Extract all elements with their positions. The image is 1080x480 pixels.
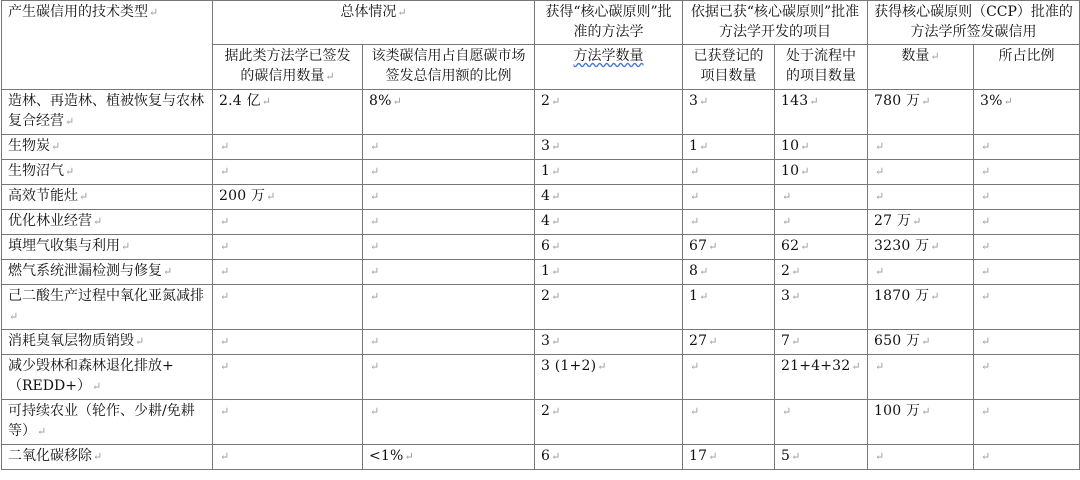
paragraph-mark: ↵ [782, 190, 792, 203]
cell-text: 造林、再造林、植被恢复与农林复合经营 [8, 93, 204, 129]
paragraph-mark: ↵ [981, 335, 991, 348]
cell-ccp-share [974, 185, 1080, 210]
cell-text: 燃气系统泄漏检测与修复 [8, 263, 162, 279]
cell-pipeline-projects [775, 210, 868, 235]
table-row [2, 285, 1080, 330]
header-overview: 总体情况↵ [213, 1, 535, 45]
paragraph-mark: ↵ [699, 95, 709, 108]
table-row [2, 135, 1080, 160]
cell-market-share [363, 260, 535, 285]
cell-text: 二氧化碳移除 [8, 448, 92, 464]
cell-ccp-share [974, 285, 1080, 330]
cell-method-count [535, 210, 683, 235]
paragraph-mark: ↵ [261, 95, 272, 108]
paragraph-mark: ↵ [782, 405, 792, 418]
header-market-share: 该类碳信用占自愿碳市场签发总信用额的比例 [363, 45, 535, 90]
cell-ccp-count [868, 235, 974, 260]
paragraph-mark: ↵ [690, 360, 700, 373]
cell-issued-count [213, 235, 363, 260]
cell-ccp-count [868, 330, 974, 355]
paragraph-mark: ↵ [266, 190, 276, 203]
paragraph-mark: ↵ [37, 425, 47, 438]
paragraph-mark: ↵ [370, 405, 380, 418]
cell-issued-count [213, 185, 363, 210]
cell-text: 143 [781, 93, 809, 109]
cell-market-share [363, 235, 535, 260]
cell-registered-projects [683, 160, 775, 185]
cell-market-share [363, 400, 535, 445]
cell-text: 1 [689, 138, 699, 154]
cell-ccp-share [974, 160, 1080, 185]
header-registered-projects: 已获登记的项目数量 [683, 45, 775, 90]
cell-pipeline-projects [775, 330, 868, 355]
cell-text: 5 [781, 448, 791, 464]
cell-market-share [363, 285, 535, 330]
cell-market-share [363, 160, 535, 185]
cell-registered-projects [683, 330, 775, 355]
cell-tech-type [2, 235, 213, 260]
paragraph-mark: ↵ [875, 190, 885, 203]
cell-text: 6 [541, 238, 551, 254]
paragraph-mark: ↵ [551, 265, 561, 278]
cell-tech-type [2, 400, 213, 445]
cell-ccp-count [868, 445, 974, 470]
carbon-credit-table [1, 0, 1080, 470]
cell-text: 67 [689, 238, 708, 254]
paragraph-mark: ↵ [121, 240, 131, 253]
paragraph-mark: ↵ [981, 215, 991, 228]
header-projects: 依据已获“核心碳原则”批准方法学开发的项目 [683, 1, 868, 45]
cell-issued-count [213, 260, 363, 285]
cell-text: 优化林业经营 [8, 213, 92, 229]
cell-ccp-count [868, 160, 974, 185]
paragraph-mark: ↵ [220, 215, 230, 228]
paragraph-mark: ↵ [551, 335, 561, 348]
cell-issued-count [213, 90, 363, 135]
cell-text: 10 [781, 163, 800, 179]
cell-pipeline-projects [775, 160, 868, 185]
cell-registered-projects [683, 135, 775, 160]
cell-pipeline-projects [775, 285, 868, 330]
paragraph-mark: ↵ [220, 265, 230, 278]
cell-tech-type [2, 330, 213, 355]
cell-ccp-count [868, 185, 974, 210]
cell-text: 2 [541, 288, 551, 304]
table-row [2, 235, 1080, 260]
cell-issued-count [213, 160, 363, 185]
cell-text: 17 [689, 448, 708, 464]
cell-text: 27 [689, 333, 708, 349]
cell-registered-projects [683, 285, 775, 330]
cell-text: 1 [541, 163, 551, 179]
cell-pipeline-projects [775, 260, 868, 285]
paragraph-mark: ↵ [981, 405, 991, 418]
paragraph-mark: ↵ [135, 335, 145, 348]
cell-market-share [363, 330, 535, 355]
cell-text: 生物沼气 [8, 163, 64, 179]
cell-text: 21+4+32 [781, 358, 851, 374]
paragraph-mark: ↵ [875, 140, 885, 153]
header-issued-count: 据此类方法学已签发的碳信用数量↵ [213, 45, 363, 90]
cell-text: 2 [541, 403, 551, 419]
paragraph-mark: ↵ [690, 405, 700, 418]
cell-ccp-share [974, 260, 1080, 285]
cell-market-share [363, 210, 535, 235]
cell-method-count [535, 135, 683, 160]
cell-registered-projects [683, 260, 775, 285]
paragraph-mark: ↵ [551, 290, 561, 303]
header-method-count: 方法学数量 [535, 45, 683, 90]
cell-text: 8% [369, 93, 392, 109]
cell-issued-count [213, 330, 363, 355]
paragraph-mark: ↵ [690, 165, 700, 178]
paragraph-mark: ↵ [981, 290, 991, 303]
table-row [2, 160, 1080, 185]
paragraph-mark: ↵ [597, 360, 607, 373]
header-row-top [2, 1, 1080, 45]
cell-market-share [363, 90, 535, 135]
cell-tech-type [2, 445, 213, 470]
cell-text: 650 万 [874, 333, 921, 349]
cell-ccp-share [974, 400, 1080, 445]
paragraph-mark: ↵ [79, 190, 89, 203]
cell-method-count [535, 260, 683, 285]
cell-registered-projects [683, 185, 775, 210]
cell-text: 3230 万 [874, 238, 930, 254]
header-ccp-share: 所占比例 [974, 45, 1080, 90]
cell-registered-projects [683, 355, 775, 400]
cell-issued-count [213, 445, 363, 470]
cell-issued-count [213, 355, 363, 400]
paragraph-mark: ↵ [981, 140, 991, 153]
cell-ccp-share [974, 330, 1080, 355]
cell-text: 4 [541, 213, 551, 229]
header-ccp-count: 数量↵ [868, 45, 974, 90]
paragraph-mark: ↵ [800, 140, 810, 153]
paragraph-mark: ↵ [91, 380, 102, 393]
paragraph-mark: ↵ [699, 265, 709, 278]
cell-ccp-share [974, 235, 1080, 260]
paragraph-mark: ↵ [551, 405, 561, 418]
table-row [2, 355, 1080, 400]
paragraph-mark: ↵ [791, 335, 801, 348]
cell-pipeline-projects [775, 90, 868, 135]
cell-tech-type [2, 185, 213, 210]
cell-method-count [535, 445, 683, 470]
paragraph-mark: ↵ [791, 290, 801, 303]
cell-tech-type [2, 260, 213, 285]
paragraph-mark: ↵ [690, 215, 700, 228]
cell-method-count [535, 355, 683, 400]
paragraph-mark: ↵ [930, 240, 940, 253]
table-body [2, 90, 1080, 470]
cell-method-count [535, 285, 683, 330]
paragraph-mark: ↵ [370, 215, 380, 228]
paragraph-mark: ↵ [699, 140, 709, 153]
cell-market-share [363, 185, 535, 210]
paragraph-mark: ↵ [981, 240, 991, 253]
cell-text: <1% [369, 448, 404, 464]
paragraph-mark: ↵ [370, 290, 380, 303]
paragraph-mark: ↵ [851, 360, 861, 373]
paragraph-mark: ↵ [981, 165, 991, 178]
cell-text: 7 [781, 333, 791, 349]
paragraph-mark: ↵ [220, 140, 230, 153]
cell-text: 己二酸生产过程中氧化亚氮减排 [8, 288, 204, 304]
paragraph-mark: ↵ [708, 450, 718, 463]
cell-ccp-share [974, 210, 1080, 235]
cell-pipeline-projects [775, 355, 868, 400]
paragraph-mark: ↵ [93, 450, 103, 463]
paragraph-mark: ↵ [981, 265, 991, 278]
cell-ccp-share [974, 135, 1080, 160]
paragraph-mark: ↵ [930, 290, 940, 303]
paragraph-mark: ↵ [690, 190, 700, 203]
cell-text: 消耗臭氧层物质销毁 [8, 333, 134, 349]
cell-text: 2.4 亿 [219, 93, 261, 109]
cell-ccp-count [868, 135, 974, 160]
table-row [2, 330, 1080, 355]
cell-text: 3% [980, 93, 1003, 109]
paragraph-mark: ↵ [809, 95, 819, 108]
cell-text: 1 [689, 288, 699, 304]
cell-issued-count [213, 285, 363, 330]
table-row [2, 90, 1080, 135]
cell-market-share [363, 445, 535, 470]
paragraph-mark: ↵ [404, 450, 414, 463]
cell-tech-type [2, 355, 213, 400]
cell-pipeline-projects [775, 185, 868, 210]
cell-text: 高效节能灶 [8, 188, 78, 204]
cell-text: 2 [781, 263, 791, 279]
cell-method-count [535, 90, 683, 135]
paragraph-mark: ↵ [370, 335, 380, 348]
paragraph-mark: ↵ [921, 335, 931, 348]
cell-ccp-count [868, 400, 974, 445]
cell-registered-projects [683, 445, 775, 470]
paragraph-mark: ↵ [220, 360, 230, 373]
paragraph-mark: ↵ [708, 240, 718, 253]
cell-text: 27 万 [874, 213, 912, 229]
paragraph-mark: ↵ [551, 95, 561, 108]
paragraph-mark: ↵ [875, 450, 885, 463]
cell-issued-count [213, 400, 363, 445]
cell-pipeline-projects [775, 445, 868, 470]
cell-method-count [535, 400, 683, 445]
paragraph-mark: ↵ [912, 215, 922, 228]
cell-text: 3 [689, 93, 699, 109]
paragraph-mark: ↵ [370, 140, 380, 153]
cell-registered-projects [683, 400, 775, 445]
cell-method-count [535, 330, 683, 355]
header-pipeline-projects: 处于流程中的项目数量 [775, 45, 868, 90]
cell-text: 2 [541, 93, 551, 109]
paragraph-mark: ↵ [981, 360, 991, 373]
cell-registered-projects [683, 210, 775, 235]
paragraph-mark: ↵ [875, 165, 885, 178]
paragraph-mark: ↵ [220, 240, 230, 253]
cell-text: 1870 万 [874, 288, 930, 304]
cell-method-count [535, 160, 683, 185]
paragraph-mark: ↵ [65, 115, 75, 128]
cell-text: 减少毁林和森林退化排放+（REDD+） [8, 358, 174, 394]
paragraph-mark: ↵ [782, 215, 792, 228]
cell-tech-type [2, 285, 213, 330]
paragraph-mark: ↵ [370, 240, 380, 253]
paragraph-mark: ↵ [551, 140, 561, 153]
header-tech-type: 产生碳信用的技术类型↵ [2, 1, 213, 90]
cell-text: 8 [689, 263, 699, 279]
paragraph-mark: ↵ [551, 450, 561, 463]
cell-market-share [363, 355, 535, 400]
paragraph-mark: ↵ [875, 265, 885, 278]
cell-text: 62 [781, 238, 800, 254]
paragraph-mark: ↵ [220, 165, 230, 178]
cell-ccp-count [868, 90, 974, 135]
cell-tech-type [2, 160, 213, 185]
paragraph-mark: ↵ [220, 335, 230, 348]
cell-text: 3 (1+2) [541, 358, 597, 374]
paragraph-mark: ↵ [9, 310, 19, 323]
cell-ccp-share [974, 355, 1080, 400]
cell-text: 填埋气收集与利用 [8, 238, 120, 254]
paragraph-mark: ↵ [65, 165, 75, 178]
paragraph-mark: ↵ [370, 190, 380, 203]
cell-ccp-share [974, 90, 1080, 135]
cell-text: 10 [781, 138, 800, 154]
header-ccp-methods: 获得“核心碳原则”批准的方法学 [535, 1, 683, 45]
cell-pipeline-projects [775, 135, 868, 160]
cell-issued-count [213, 135, 363, 160]
cell-text: 可持续农业（轮作、少耕/免耕等） [8, 403, 195, 439]
cell-pipeline-projects [775, 400, 868, 445]
table-row [2, 210, 1080, 235]
cell-text: 3 [541, 333, 551, 349]
paragraph-mark: ↵ [551, 190, 561, 203]
paragraph-mark: ↵ [1003, 95, 1014, 108]
paragraph-mark: ↵ [370, 360, 380, 373]
cell-text: 200 万 [219, 188, 266, 204]
paragraph-mark: ↵ [708, 335, 718, 348]
table-row [2, 260, 1080, 285]
cell-tech-type [2, 90, 213, 135]
table-row [2, 445, 1080, 470]
cell-pipeline-projects [775, 235, 868, 260]
cell-market-share [363, 135, 535, 160]
cell-text: 100 万 [874, 403, 921, 419]
paragraph-mark: ↵ [791, 265, 801, 278]
paragraph-mark: ↵ [699, 290, 709, 303]
paragraph-mark: ↵ [981, 450, 991, 463]
cell-registered-projects [683, 235, 775, 260]
cell-ccp-count [868, 260, 974, 285]
cell-text: 6 [541, 448, 551, 464]
cell-ccp-count [868, 285, 974, 330]
cell-registered-projects [683, 90, 775, 135]
cell-text: 4 [541, 188, 551, 204]
header-ccp-credits: 获得核心碳原则（CCP）批准的方法学所签发碳信用 [868, 1, 1080, 45]
paragraph-mark: ↵ [370, 265, 380, 278]
cell-text: 生物炭 [8, 138, 50, 154]
paragraph-mark: ↵ [163, 265, 173, 278]
paragraph-mark: ↵ [93, 215, 103, 228]
paragraph-mark: ↵ [875, 360, 885, 373]
cell-ccp-share [974, 445, 1080, 470]
cell-tech-type [2, 135, 213, 160]
paragraph-mark: ↵ [220, 405, 230, 418]
cell-method-count [535, 185, 683, 210]
paragraph-mark: ↵ [551, 165, 561, 178]
paragraph-mark: ↵ [370, 165, 380, 178]
cell-text: 3 [541, 138, 551, 154]
cell-text: 1 [541, 263, 551, 279]
paragraph-mark: ↵ [220, 450, 230, 463]
cell-issued-count [213, 210, 363, 235]
table-row [2, 400, 1080, 445]
paragraph-mark: ↵ [392, 95, 403, 108]
cell-ccp-count [868, 355, 974, 400]
cell-text: 780 万 [874, 93, 921, 109]
paragraph-mark: ↵ [921, 405, 931, 418]
paragraph-mark: ↵ [51, 140, 61, 153]
cell-text: 3 [781, 288, 791, 304]
paragraph-mark: ↵ [800, 240, 810, 253]
table-row [2, 185, 1080, 210]
paragraph-mark: ↵ [220, 290, 230, 303]
paragraph-mark: ↵ [981, 190, 991, 203]
paragraph-mark: ↵ [921, 95, 931, 108]
paragraph-mark: ↵ [551, 215, 561, 228]
cell-ccp-count [868, 210, 974, 235]
cell-method-count [535, 235, 683, 260]
cell-tech-type [2, 210, 213, 235]
paragraph-mark: ↵ [800, 165, 810, 178]
paragraph-mark: ↵ [551, 240, 561, 253]
paragraph-mark: ↵ [791, 450, 801, 463]
